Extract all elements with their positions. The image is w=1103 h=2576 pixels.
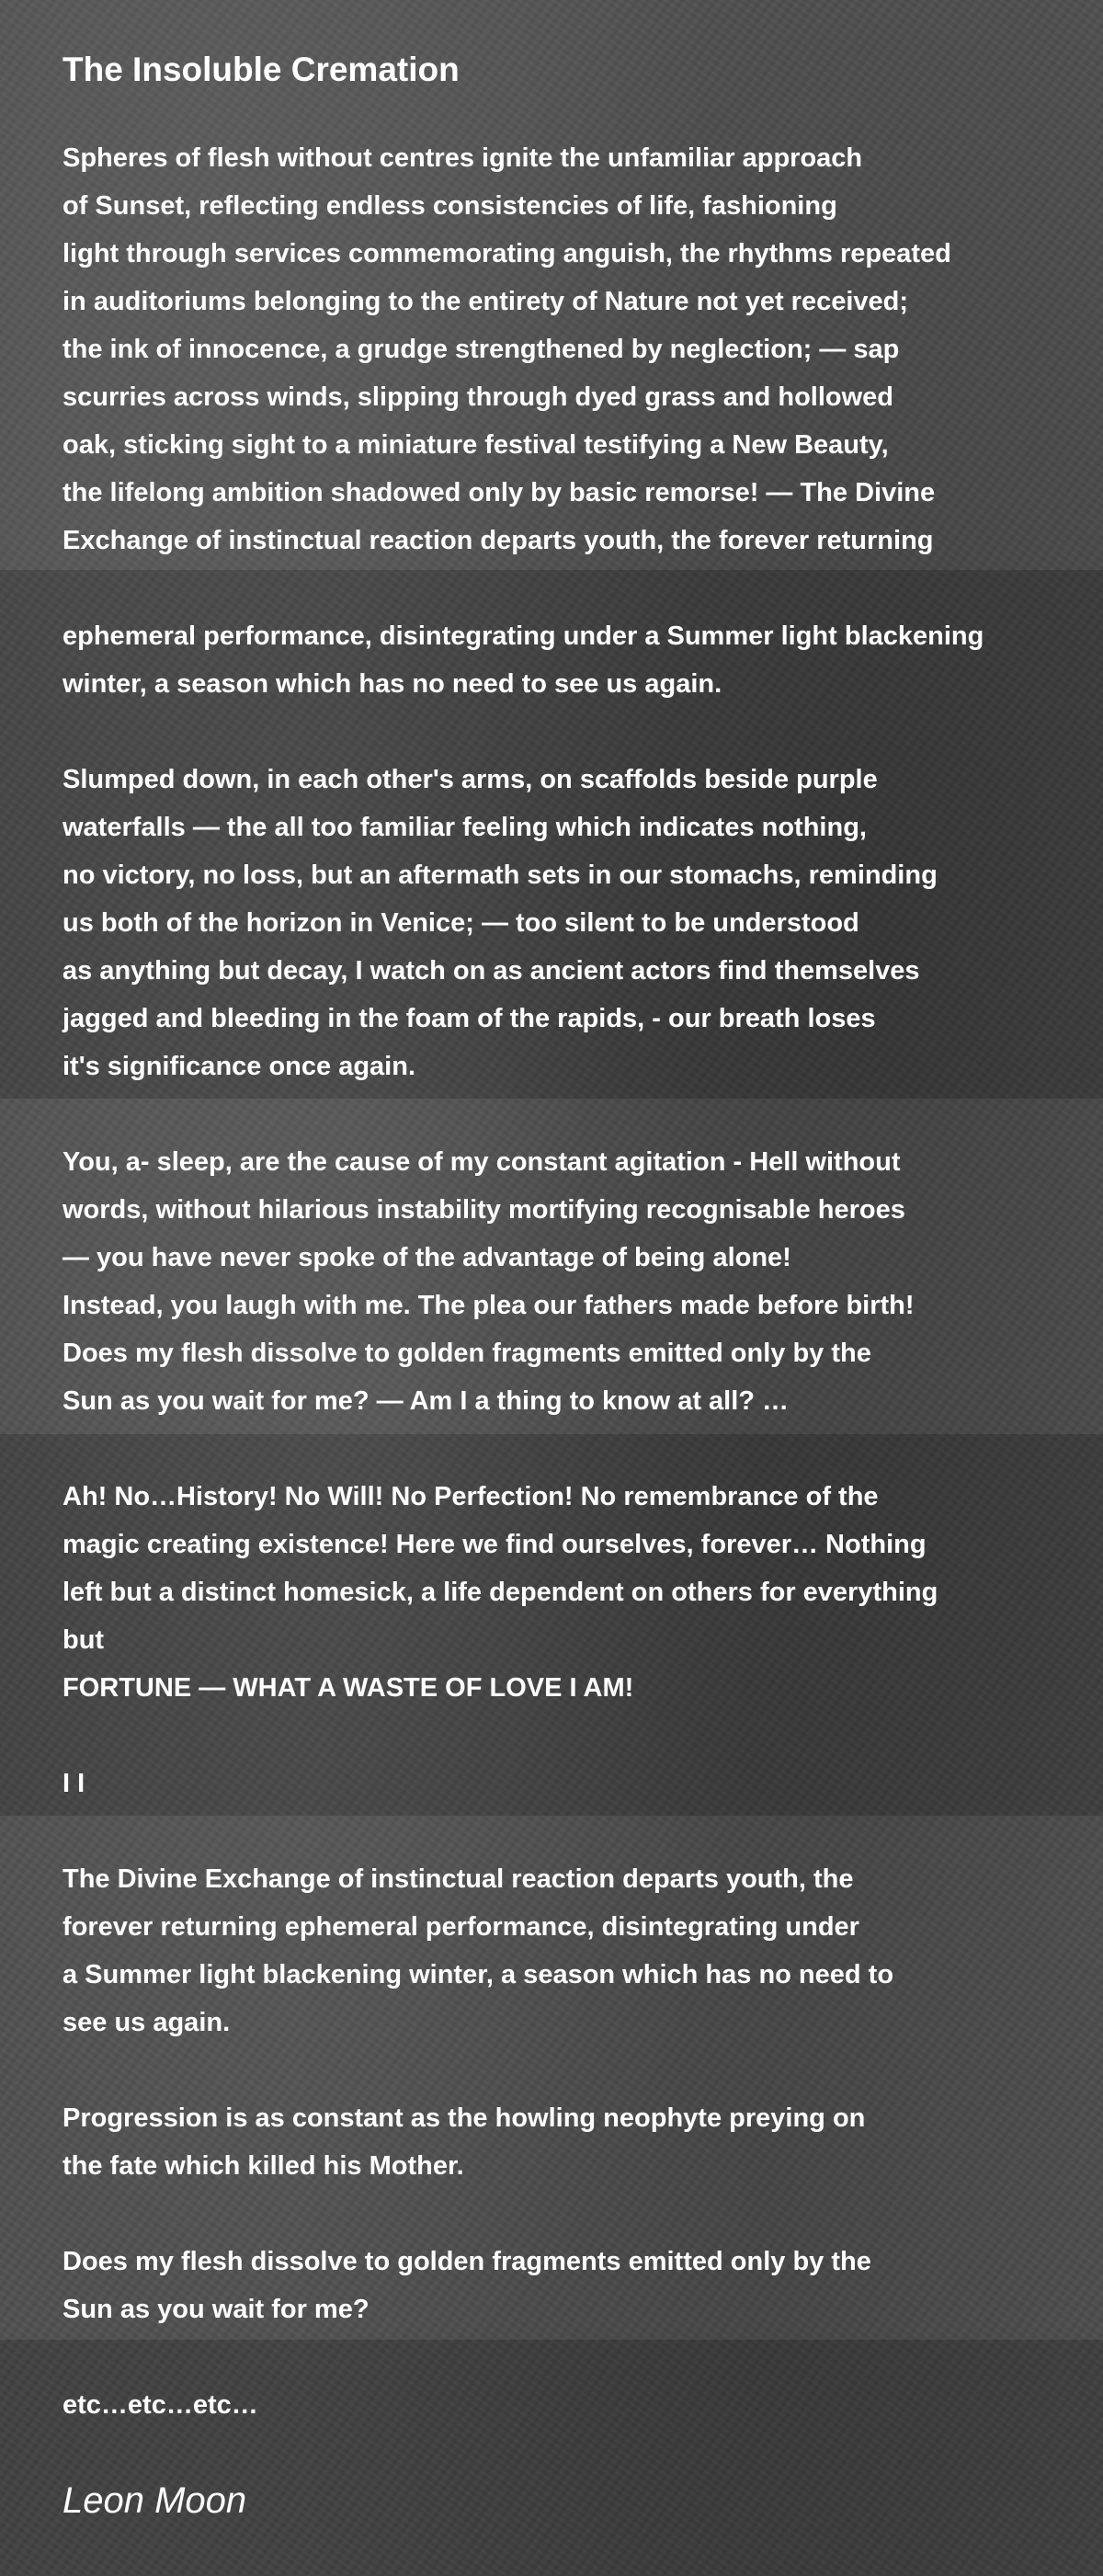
poem-line: left but a distinct homesick, a life dependent on others for everything	[63, 1578, 938, 1607]
poem-line: forever returning ephemeral performance, disintegrating under	[63, 1912, 859, 1942]
stanza	[63, 756, 1029, 1090]
stanza	[63, 134, 1029, 564]
poem-author: Leon Moon	[63, 2480, 247, 2521]
poem-line: it's significance once again.	[63, 1052, 416, 1081]
poem-line: — you have never spoke of the advantage of being alone!	[63, 1243, 791, 1272]
poem-line: jagged and bleeding in the foam of the rapids, - our breath loses	[63, 1004, 876, 1033]
poem-line: Sun as you wait for me?	[63, 2295, 370, 2324]
poem-line: Spheres of flesh without centres ignite the unfamiliar approach	[63, 143, 863, 173]
poem-line: oak, sticking sight to a miniature festival testifying a New Beauty,	[63, 430, 889, 460]
poem-line: You, a- sleep, are the cause of my constant agitation - Hell without	[63, 1147, 901, 1177]
poem-line: I I	[63, 1769, 85, 1798]
poem-line: waterfalls — the all too familiar feeling which indicates nothing,	[63, 813, 867, 842]
stanza	[63, 2238, 1029, 2333]
poem-line: Does my flesh dissolve to golden fragments emitted only by the	[63, 1339, 871, 1368]
stanza	[63, 2381, 1029, 2429]
poem-line: scurries across winds, slipping through dyed grass and hollowed	[63, 382, 894, 412]
poem-line: Sun as you wait for me? — Am I a thing to know at all? …	[63, 1386, 790, 1416]
poem-line: the fate which killed his Mother.	[63, 2151, 464, 2181]
poem-line: Ah! No…History! No Will! No Perfection! No remembrance of the	[63, 1482, 879, 1511]
poem-line: a Summer light blackening winter, a season which has no need to	[63, 1960, 894, 1989]
stanza	[63, 1138, 1029, 1425]
poem-line: magic creating existence! Here we find ourselves, forever… Nothing	[63, 1530, 927, 1559]
poem-line: The Divine Exchange of instinctual reaction departs youth, the	[63, 1864, 854, 1894]
poem-line: the ink of innocence, a grudge strengthened by neglection; — sap	[63, 335, 900, 364]
poem-line: etc…etc…etc…	[63, 2390, 258, 2420]
poem-line: but	[63, 1625, 105, 1655]
stanza	[63, 1855, 1029, 2046]
stanza	[63, 2094, 1029, 2190]
stanza	[63, 1760, 1029, 1807]
poem-line: winter, a season which has no need to see us again.	[63, 669, 722, 699]
poem-line: Progression is as constant as the howling neophyte preying on	[63, 2103, 866, 2133]
poem-line: Instead, you laugh with me. The plea our fathers made before birth!	[63, 1291, 915, 1320]
poem-line: Exchange of instinctual reaction departs youth, the forever returning	[63, 526, 934, 555]
poem-line: as anything but decay, I watch on as ancient actors find themselves	[63, 956, 920, 986]
poem-line: us both of the horizon in Venice; — too silent to be understood	[63, 908, 859, 938]
poem-title: The Insoluble Cremation	[63, 51, 460, 88]
poem-line: no victory, no loss, but an aftermath sets in our stomachs, reminding	[63, 861, 938, 890]
stanza	[63, 612, 1029, 708]
poem-body	[63, 134, 1029, 2429]
poem-line: FORTUNE — WHAT A WASTE OF LOVE I AM!	[63, 1673, 634, 1703]
poem-line: ephemeral performance, disintegrating under a Summer light blackening	[63, 621, 984, 651]
stanza	[63, 1473, 1029, 1712]
poem-line: the lifelong ambition shadowed only by basic remorse! — The Divine	[63, 478, 936, 507]
poem-line: see us again.	[63, 2008, 231, 2037]
poem-line: light through services commemorating anguish, the rhythms repeated	[63, 239, 951, 268]
poem-line: Slumped down, in each other's arms, on scaffolds beside purple	[63, 765, 878, 794]
poem-line: of Sunset, reflecting endless consistencies of life, fashioning	[63, 191, 837, 221]
poem-line: in auditoriums belonging to the entirety of Nature not yet received;	[63, 287, 909, 316]
poem-line: words, without hilarious instability mortifying recognisable heroes	[63, 1195, 905, 1225]
poem-line: Does my flesh dissolve to golden fragments emitted only by the	[63, 2247, 871, 2276]
